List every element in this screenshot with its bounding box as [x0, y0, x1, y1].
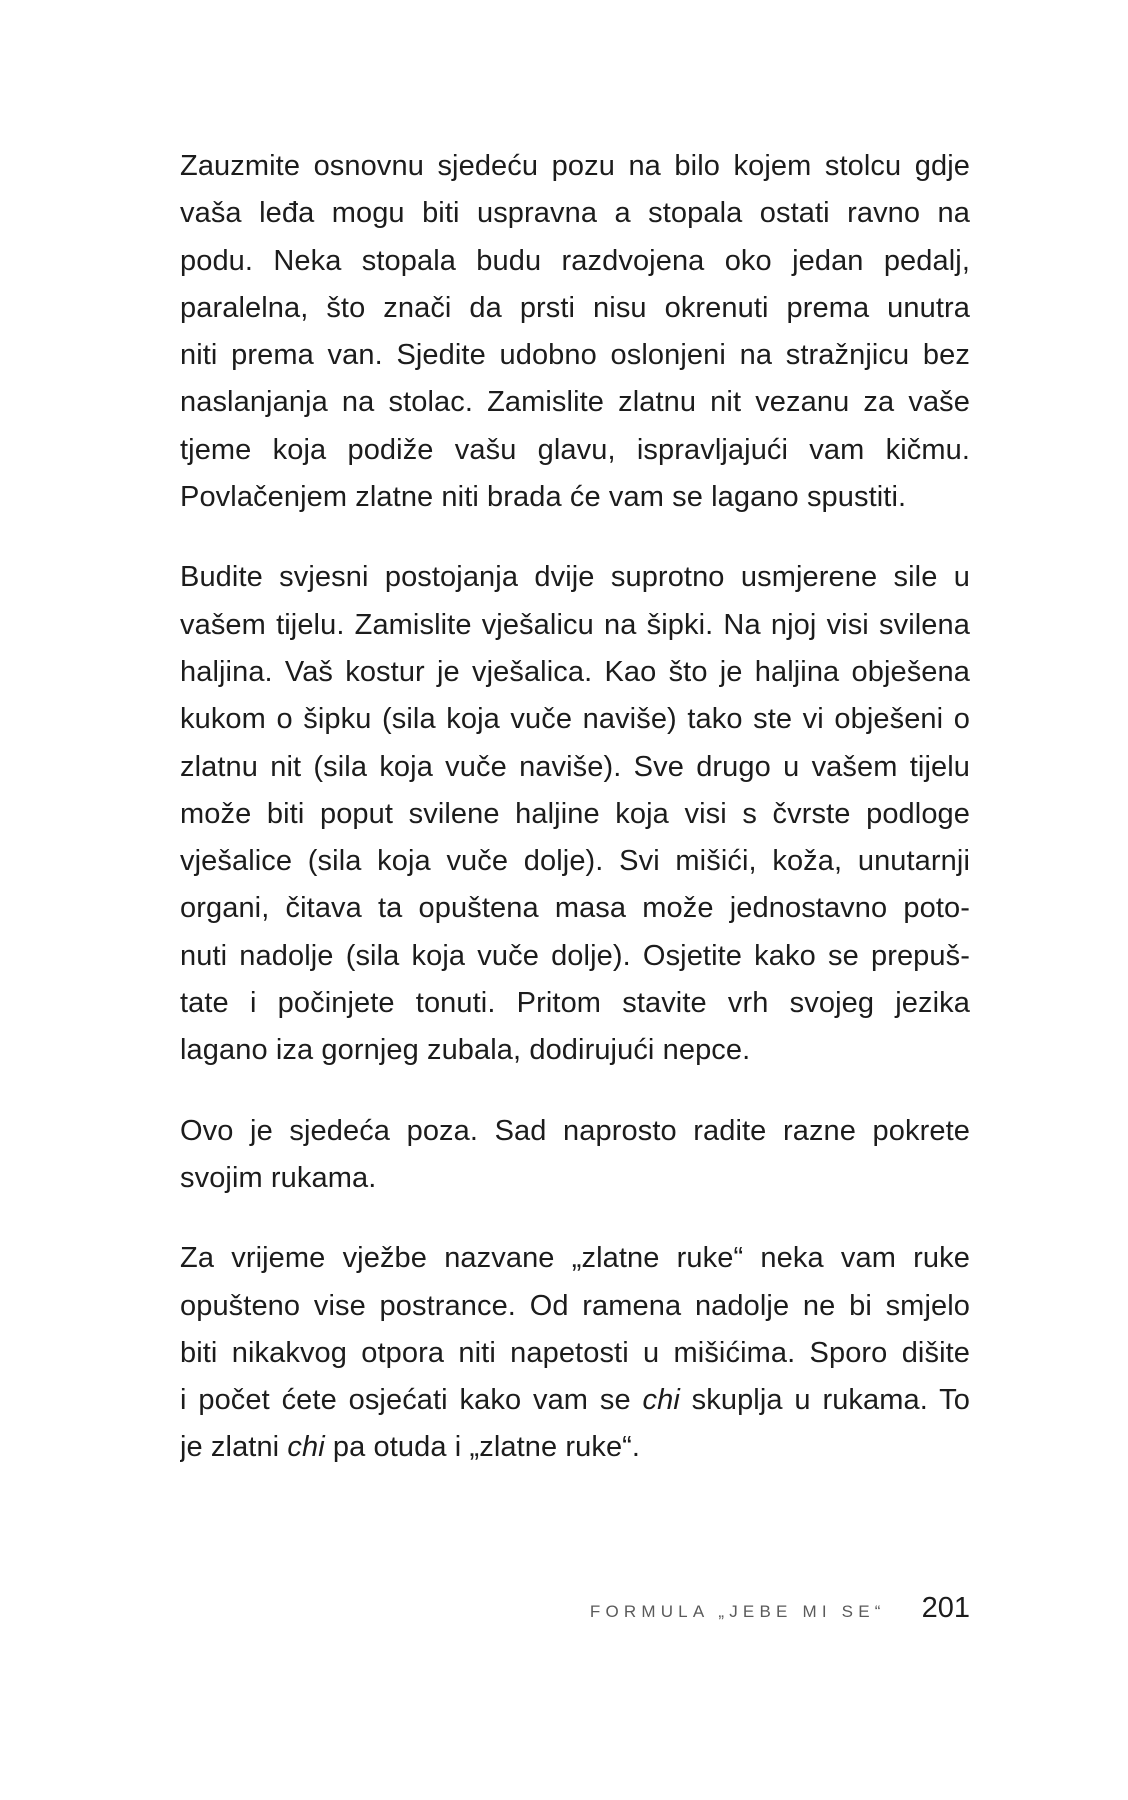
text-line — [180, 143, 970, 190]
text-segment: Zauzmite osnovnu sjedeću pozu na bilo kojem stolcu gdje — [180, 150, 970, 182]
text-segment: kukom o šipku (sila koja vuče naviše) tako ste vi obješeni o — [180, 703, 970, 736]
text-line — [180, 554, 970, 601]
text-segment: tate i počinjete tonuti. Pritom stavite vrh svojeg jezika — [180, 987, 970, 1020]
text-line — [180, 791, 970, 838]
text-line — [180, 885, 970, 932]
text-line — [180, 1235, 970, 1282]
text-segment: vaša leđa mogu biti uspravna a stopala ostati ravno na — [180, 197, 970, 230]
text-segment: Za vrijeme vježbe nazvane „zlatne ruke“ neka vam ruke — [180, 1242, 970, 1275]
text-segment: vješalice (sila koja vuče dolje). Svi mišići, koža, unutarnji — [180, 845, 970, 878]
text-segment: naslanjanja na stolac. Zamislite zlatnu nit vezanu za vaše — [180, 386, 970, 419]
text-segment: podu. Neka stopala budu razdvojena oko jedan pedalj, — [180, 244, 970, 277]
paragraph — [180, 1235, 970, 1471]
paragraph — [180, 1108, 970, 1203]
text-line — [180, 602, 970, 649]
page-footer — [590, 1592, 970, 1625]
text-line — [180, 285, 970, 332]
text-line — [180, 1108, 970, 1155]
text-segment: niti prema van. Sjedite udobno oslonjeni na stražnjicu bez — [180, 339, 970, 372]
text-segment: Budite svjesni postojanja dvije suprotno usmjerene sile u — [180, 561, 970, 594]
text-segment: Ovo je sjedeća poza. Sad naprosto radite razne pokrete — [180, 1114, 970, 1147]
text-line — [180, 190, 970, 237]
text-segment: vašem tijelu. Zamislite vješalicu na šipki. Na njoj visi svilena — [180, 608, 970, 641]
text-line — [180, 744, 970, 791]
text-segment: i počet ćete osjećati kako vam se — [180, 1384, 643, 1417]
italic-term: chi — [287, 1431, 325, 1464]
italic-term: chi — [642, 1384, 680, 1417]
text-segment: haljina. Vaš kostur je vješalica. Kao što je haljina obješena — [180, 655, 970, 688]
text-segment: svojim rukama. — [180, 1161, 377, 1194]
text-line — [180, 1377, 970, 1424]
paragraph — [180, 143, 970, 521]
text-segment: pa otuda i „zlatne ruke“. — [324, 1431, 641, 1464]
text-line — [180, 1330, 970, 1377]
text-line — [180, 933, 970, 980]
text-line — [180, 1283, 970, 1330]
text-line — [180, 1155, 970, 1202]
text-line — [180, 696, 970, 743]
text-line — [180, 238, 970, 285]
text-segment: tjeme koja podiže vašu glavu, ispravljajući vam kičmu. — [180, 433, 970, 466]
text-segment: opušteno vise postrance. Od ramena nadolje ne bi smjelo — [180, 1289, 970, 1322]
text-line — [180, 1424, 970, 1471]
text-segment: lagano iza gornjeg zubala, dodirujući nepce. — [180, 1034, 751, 1067]
paragraph — [180, 554, 970, 1074]
body-text — [180, 143, 970, 1505]
running-head: FORMULA „JEBE MI SE“ — [589, 1602, 886, 1621]
text-line — [180, 332, 970, 379]
text-segment: zlatnu nit (sila koja vuče naviše). Sve drugo u vašem tijelu — [180, 750, 970, 783]
text-line — [180, 838, 970, 885]
text-line — [180, 474, 970, 521]
text-segment: organi, čitava ta opuštena masa može jednostavno poto- — [180, 892, 970, 925]
text-segment: biti nikakvog otpora niti napetosti u mišićima. Sporo dišite — [180, 1336, 970, 1369]
page-number: 201 — [921, 1592, 970, 1624]
text-line — [180, 379, 970, 426]
text-line — [180, 649, 970, 696]
text-segment: skuplja u rukama. To — [679, 1384, 970, 1417]
text-line — [180, 427, 970, 474]
text-segment: nuti nadolje (sila koja vuče dolje). Osjetite kako se prepuš- — [180, 939, 970, 972]
text-segment: je zlatni — [180, 1431, 288, 1464]
text-segment: može biti poput svilene haljine koja visi s čvrste podloge — [180, 797, 970, 830]
text-segment: paralelna, što znači da prsti nisu okrenuti prema unutra — [180, 291, 970, 324]
text-line — [180, 980, 970, 1027]
text-segment: Povlačenjem zlatne niti brada će vam se lagano spustiti. — [180, 481, 907, 514]
text-line — [180, 1027, 970, 1074]
